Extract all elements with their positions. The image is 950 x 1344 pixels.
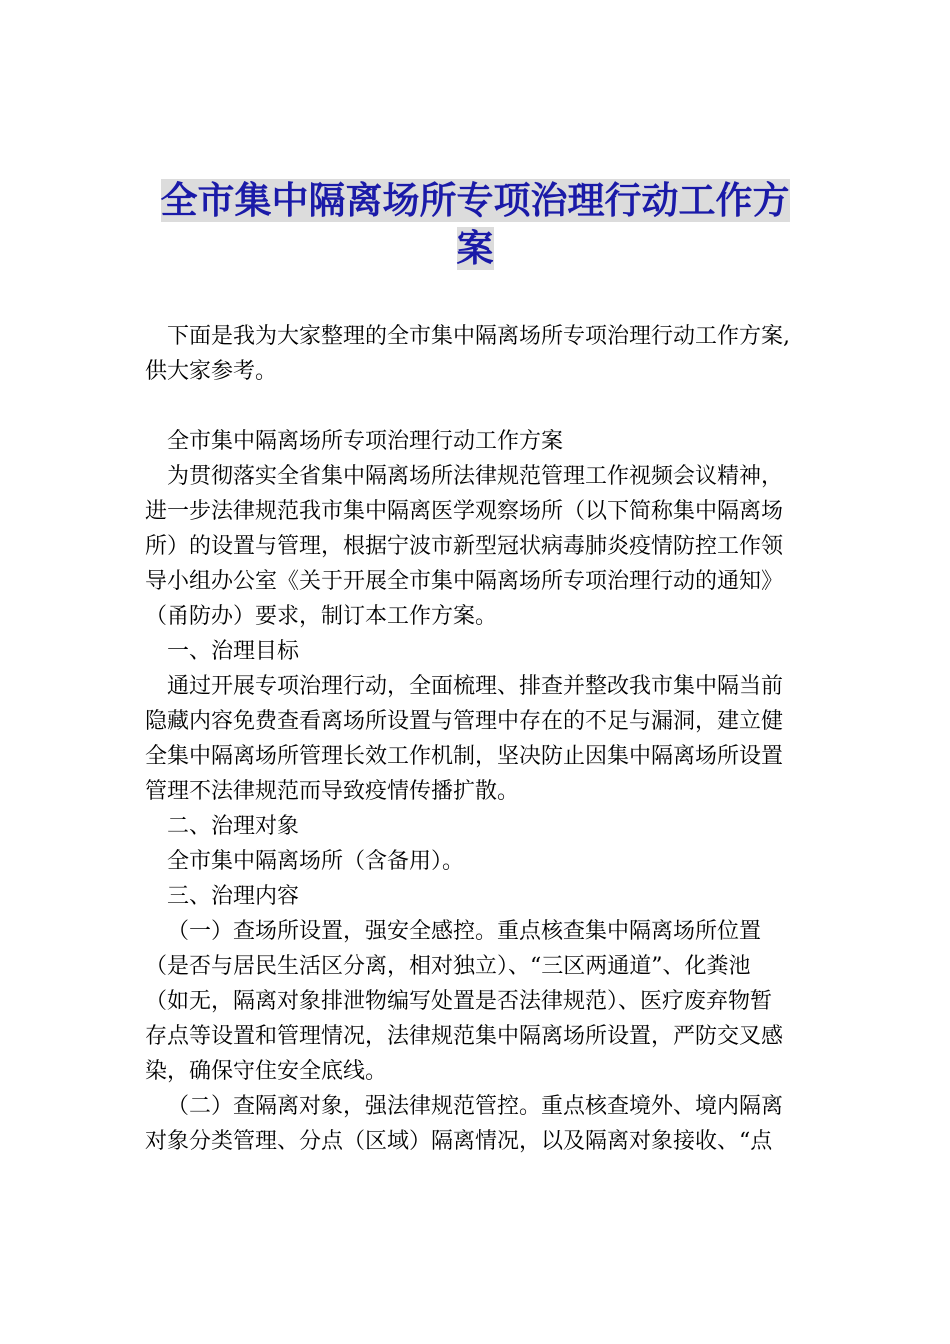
- section-heading-goal: 一、治理目标: [167, 639, 300, 664]
- plan-heading: 全市集中隔离场所专项治理行动工作方案: [167, 429, 564, 454]
- section-heading-content: 三、治理内容: [167, 884, 300, 909]
- paragraph-line: 对象分类管理、分点（区域）隔离情况，以及隔离对象接收、“点: [145, 1129, 773, 1154]
- paragraph-line: 管理不法律规范而导致疫情传播扩散。: [145, 779, 520, 804]
- paragraph-line: （一）查场所设置，强安全感控。重点核查集中隔离场所位置: [167, 919, 762, 944]
- paragraph-line: 全市集中隔离场所（含备用）。: [167, 849, 465, 874]
- intro-line-2: 供大家参考。: [145, 359, 278, 384]
- document-title-line1: 全市集中隔离场所专项治理行动工作方: [160, 179, 790, 222]
- section-heading-object: 二、治理对象: [167, 814, 300, 839]
- paragraph-line: 进一步法律规范我市集中隔离医学观察场所（以下简称集中隔离场: [145, 499, 784, 524]
- paragraph-line: 存点等设置和管理情况，法律规范集中隔离场所设置，严防交叉感: [145, 1024, 784, 1049]
- intro-line-1: 下面是我为大家整理的全市集中隔离场所专项治理行动工作方案,: [167, 324, 790, 349]
- paragraph-line: 隐藏内容免费查看离场所设置与管理中存在的不足与漏洞，建立健: [145, 709, 784, 734]
- paragraph-line: （是否与居民生活区分离，相对独立）、“三区两通道”、化粪池: [145, 954, 751, 979]
- paragraph-line: 所）的设置与管理，根据宁波市新型冠状病毒肺炎疫情防控工作领: [145, 534, 784, 559]
- paragraph-line: （如无，隔离对象排泄物编写处置是否法律规范）、医疗废弃物暂: [145, 989, 773, 1014]
- paragraph-line: 为贯彻落实全省集中隔离场所法律规范管理工作视频会议精神，: [167, 464, 784, 489]
- document-title-line2: 案: [456, 227, 494, 270]
- paragraph-line: （二）查隔离对象，强法律规范管控。重点核查境外、境内隔离: [167, 1094, 784, 1119]
- paragraph-line: 通过开展专项治理行动，全面梳理、排查并整改我市集中隔当前: [167, 674, 784, 699]
- paragraph-line: 导小组办公室《关于开展全市集中隔离场所专项治理行动的通知》: [145, 569, 784, 594]
- paragraph-line: 染，确保守住安全底线。: [145, 1059, 388, 1084]
- paragraph-line: （甬防办）要求，制订本工作方案。: [145, 604, 498, 629]
- paragraph-line: 全集中隔离场所管理长效工作机制，坚决防止因集中隔离场所设置: [145, 744, 784, 769]
